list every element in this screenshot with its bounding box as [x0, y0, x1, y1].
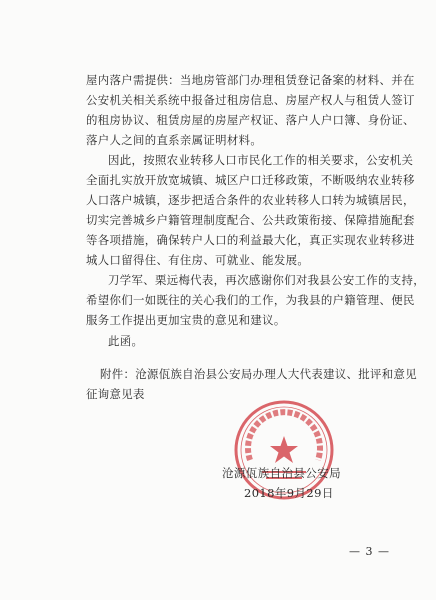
- body-line-6: 全面扎实放开放宽城镇、城区户口迁移政策，不断吸纳农业转移: [86, 173, 415, 187]
- body-line-9: 等各项措施，确保转户人口的利益最大化，真正实现农业转移进: [86, 233, 415, 247]
- body-line-11: 刀学军、栗远梅代表，再次感谢你们对我县公安工作的支持，: [108, 273, 425, 287]
- body-line-13: 服务工作提出更加宝贵的意见和建议。: [86, 313, 286, 327]
- signature-organization: 沧源佤族自治县公安局: [222, 466, 341, 480]
- signature-date: 2018年9月29日: [244, 486, 334, 500]
- body-line-5: 因此，按照农业转移人口市民化工作的相关要求，公安机关: [108, 153, 414, 167]
- body-line-2: 公安机关相关系统中报备过租房信息、房屋产权人与租赁人签订: [86, 93, 415, 107]
- page-number: — 3 —: [349, 545, 390, 558]
- body-line-4: 落户人之间的直系亲属证明材料。: [86, 133, 263, 147]
- body-line-10: 城人口留得住、有住房、可就业、能发展。: [86, 253, 310, 267]
- body-line-1: 屋内落户需提供：当地房管部门办理租赁登记备案的材料、并在: [86, 73, 415, 87]
- body-line-7: 人口落户城镇，逐步把适合条件的农业转移人口转为城镇居民，: [86, 193, 415, 207]
- body-line-12: 希望你们一如既往的关心我们的工作，为我县的户籍管理、便民: [86, 293, 415, 307]
- closing-line: 此函。: [108, 334, 144, 348]
- body-line-8: 切实完善城乡户籍管理制度配合、公共政策衔接、保障措施配套: [86, 213, 415, 227]
- body-line-3: 的租房协议、租赁房屋的房屋产权证、落户人户口簿、身份证、: [86, 113, 415, 127]
- attachment-line-2: 征询意见表: [86, 387, 145, 401]
- attachment-line-1: 附件：沧源佤族自治县公安局办理人大代表建议、批评和意见: [100, 367, 417, 381]
